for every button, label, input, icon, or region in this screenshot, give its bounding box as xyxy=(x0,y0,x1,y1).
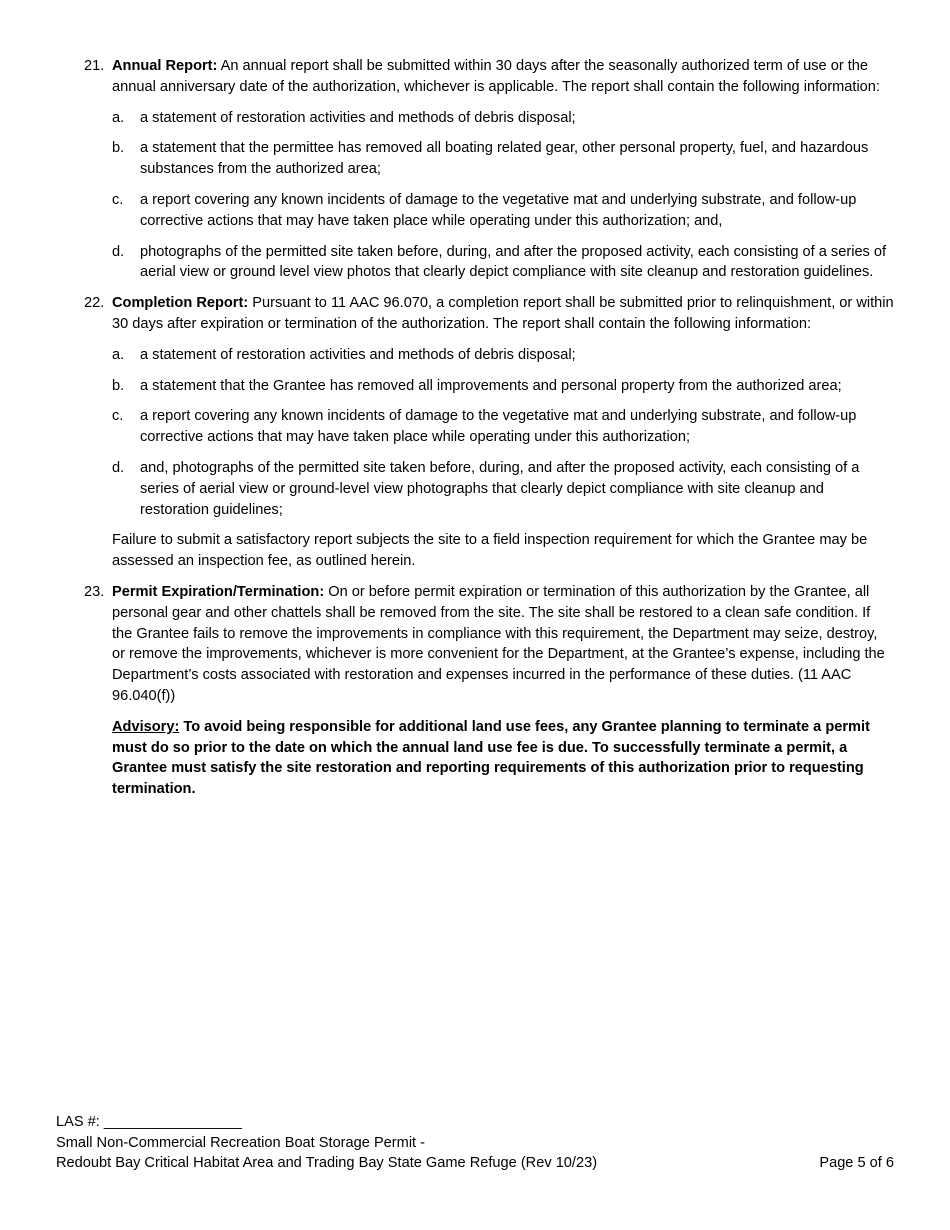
list-text: and, photographs of the permitted site taken before, during, and after the proposed activity, each consisting of a series of aerial view or ground-level view photographs that clearly depict compliance with site cleanup and restoration guidelines; xyxy=(140,459,860,518)
list-item xyxy=(112,345,894,366)
closing-paragraph: Failure to submit a satisfactory report subjects the site to a field inspection requirement for which the Grantee may be assessed an inspection fee, as outlined herein. xyxy=(112,532,868,570)
list-text: a statement of restoration activities and methods of debris disposal; xyxy=(140,346,576,363)
item-number: 22. xyxy=(84,295,105,312)
advisory-paragraph xyxy=(112,717,894,800)
advisory-label: Advisory: xyxy=(112,718,180,735)
item-heading: Completion Report: xyxy=(112,295,249,312)
list-text: a report covering any known incidents of damage to the vegetative mat and underlying substrate, and follow-up corrective actions that may have taken place while operating under this authorization; and, xyxy=(140,191,857,229)
list-letter: b. xyxy=(112,140,125,157)
item-text: Pursuant to 11 AAC 96.070, a completion report shall be submitted prior to relinquishment, or within 30 days after expiration or termination of the authorization. The report shall contain the following information: xyxy=(112,295,894,332)
list-text: a statement that the permittee has removed all boating related gear, other personal property, fuel, and hazardous substances from the authorized area; xyxy=(140,140,869,178)
list-item xyxy=(112,190,894,232)
list-letter: c. xyxy=(112,191,124,208)
page-number: Page 5 of 6 xyxy=(819,1155,894,1171)
item-completion-report xyxy=(84,293,894,572)
item-heading: Permit Expiration/Termination: xyxy=(112,583,325,600)
list-item xyxy=(112,458,894,520)
permit-subtitle-line: Redoubt Bay Critical Habitat Area and Trading Bay State Game Refuge (Rev 10/23) xyxy=(56,1155,598,1171)
list-item xyxy=(112,376,894,397)
list-text: photographs of the permitted site taken before, during, and after the proposed activity, each consisting of a series of aerial view or ground level view photos that clearly depict compliance with site cleanup and restoration guidelines. xyxy=(140,243,887,281)
list-item xyxy=(112,406,894,448)
sub-list xyxy=(112,345,894,521)
item-permit-expiration xyxy=(84,582,894,800)
list-letter: c. xyxy=(112,408,124,425)
list-item xyxy=(112,108,894,129)
list-text: a statement of restoration activities and methods of debris disposal; xyxy=(140,109,576,126)
item-text: On or before permit expiration or termination of this authorization by the Grantee, all personal gear and other chattels shall be removed from the site. The site shall be restored to a clean safe condition. If the Grantee fails to remove the improvements in compliance with this requirement, the Department may seize, destroy, or remove the improvements, whichever is more convenient for the Department, at the Grantee’s expense, including the Department’s costs associated with restoration and expenses incurred in the performance of these duties. (11 AAC 96.040(f)) xyxy=(112,583,885,704)
item-heading: Annual Report: xyxy=(112,58,218,74)
item-number: 21. xyxy=(84,58,105,74)
footer-bottom-row xyxy=(56,1153,894,1174)
item-number: 23. xyxy=(84,583,105,600)
permit-title-line: Small Non-Commercial Recreation Boat Storage Permit - xyxy=(56,1134,426,1151)
list-letter: b. xyxy=(112,377,125,394)
list-item xyxy=(112,242,894,284)
item-text: An annual report shall be submitted within 30 days after the seasonally authorized term of use or the annual anniversary date of the authorization, whichever is applicable. The report shall contain the following information: xyxy=(112,58,880,95)
las-number-line: LAS #: _________________ xyxy=(56,1114,242,1130)
sub-list xyxy=(112,108,894,284)
document-body xyxy=(84,56,894,810)
item-annual-report xyxy=(84,56,894,283)
list-item xyxy=(112,138,894,180)
list-letter: d. xyxy=(112,459,125,476)
page-footer xyxy=(56,1112,894,1174)
list-letter: a. xyxy=(112,109,125,126)
list-text: a statement that the Grantee has removed all improvements and personal property from the authorized area; xyxy=(140,377,842,394)
list-letter: d. xyxy=(112,243,125,260)
advisory-text: To avoid being responsible for additional land use fees, any Grantee planning to terminate a permit must do so prior to the date on which the annual land use fee is due. To successfully terminate a permit, a Grantee must satisfy the site restoration and reporting requirements of this authorization prior to requesting termination. xyxy=(112,718,870,798)
list-letter: a. xyxy=(112,346,125,363)
list-text: a report covering any known incidents of damage to the vegetative mat and underlying substrate, and follow-up corrective actions that may have taken place while operating under this authorization; xyxy=(140,408,857,446)
